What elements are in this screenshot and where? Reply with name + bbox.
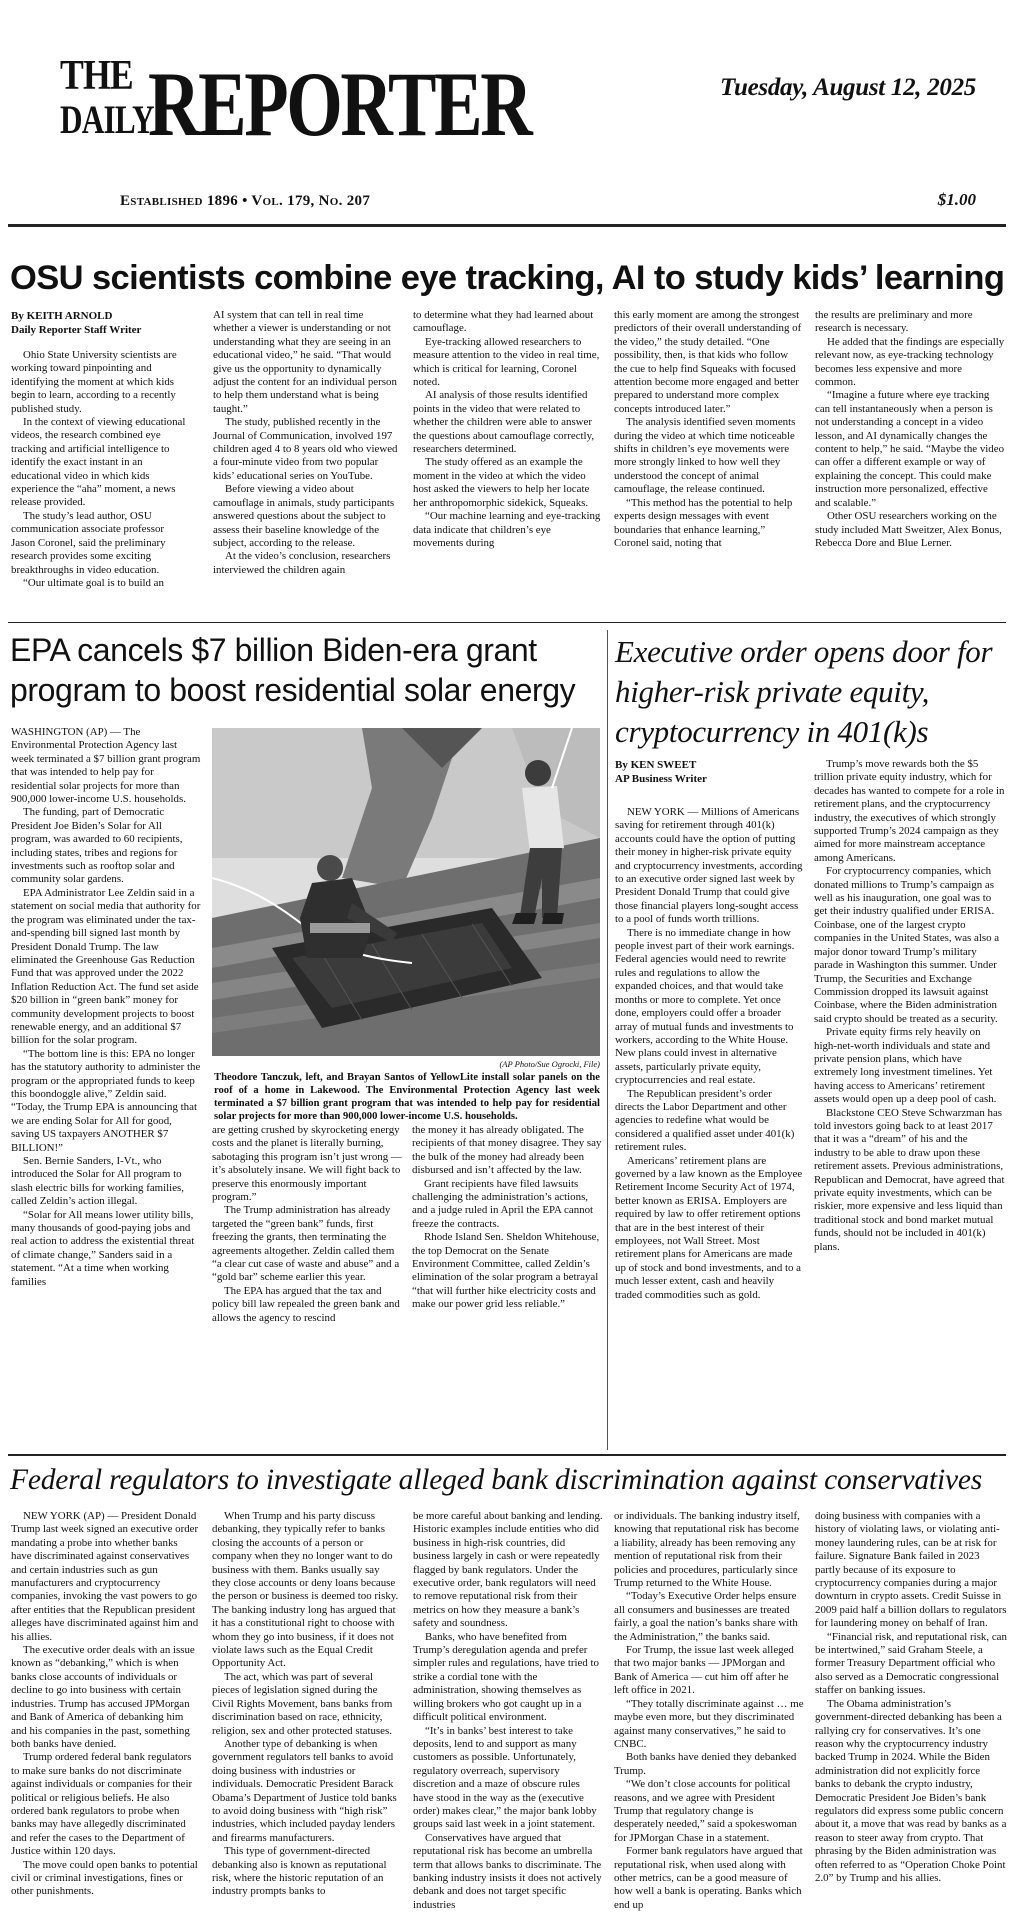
paragraph: There is no immediate change in how people invest part of their work earnings. Federal agencies would need to rewrite rules and regulations to allow the expanded choices, and that would take months or more to complete. Yet once done, employers could offer a broader array of mutual funds and investments to workers, according to the White House. New plans could invest in alternative assets, particularly private equity, cryptocurrencies and real estate. — [615, 926, 795, 1087]
story4-col1 — [11, 1510, 199, 1915]
paragraph: Other OSU researchers working on the study included Matt Sweitzer, Alex Bonus, Rebecca Dore and Blue Lerner. — [815, 510, 1002, 549]
paragraph: Rhode Island Sen. Sheldon Whitehouse, the top Democrat on the Senate Environment Committee, called Zeldin’s elimination of the solar program a betrayal “that will further hike electricity costs and make our power grid less reliable.” — [412, 1231, 600, 1311]
issue-date: Tuesday, August 12, 2025 — [719, 74, 976, 101]
paragraph: WASHINGTON (AP) — The Environmental Protection Agency last week terminated a $7 billion grant program that was intended to help pay for residential solar projects for more than 900,000 lower-income U.S. households. — [11, 726, 201, 806]
paragraph: Banks, who have benefited from Trump’s deregulation agenda and prefer simpler rules and regulations, have tried to strike a cordial tone with the administration, showing themselves as willing brokers who got caught up in a difficult political environment. — [413, 1630, 599, 1724]
paragraph: The act, which was part of several pieces of legislation signed during the Civil Rights Movement, bans banks from discrimination based on race, ethnicity, religion, sex and other protected statuses. — [212, 1670, 393, 1737]
paragraph: The Trump administration has already targeted the “green bank” funds, first freezing the grants, then terminating the agreements altogether. Zeldin called them “a clear cut case of waste and abuse” and a “gold bar” scheme earlier this year. — [212, 1204, 400, 1284]
story1-col3 — [413, 309, 601, 614]
masthead-daily: DAILY — [60, 97, 154, 142]
story4-col4 — [614, 1510, 804, 1915]
issue-price: $1.00 — [937, 190, 976, 209]
paragraph: Ohio State University scientists are working toward pinpointing and identifying the moment at which kids begin to learn, according to a recently published study. — [11, 349, 177, 415]
paragraph: For Trump, the issue last week alleged that two major banks — JPMorgan and Bank of America — cut him off after he left office in 2021. — [614, 1644, 794, 1697]
paragraph: Trump’s move rewards both the $5 trillion private equity industry, which for decades has wanted to compete for a role in retirement plans, and the cryptocurrency industry, the executives of which strongly supported Trump’s 2024 campaign as they aimed for more mainstream acceptance among Americans. — [814, 758, 1005, 864]
paragraph: the results are preliminary and more research is necessary. — [815, 309, 973, 335]
story1-byline-title: Daily Reporter Staff Writer — [11, 324, 142, 336]
paragraph: “We don’t close accounts for political reasons, and we agree with President Trump that regulatory change is desperately needed,” said a spokeswoman for JPMorgan Chase in a statement. — [614, 1778, 797, 1844]
paragraph: The executive order deals with an issue known as “debanking,” which is when banks close accounts of individuals or decline to go into business with certain industries. Trump has accused JPMorgan and Bank of America of debanking him and his companies in the past, something both banks have denied. — [11, 1644, 195, 1750]
paragraph: He added that the findings are especially relevant now, as eye-tracking technology becomes less expensive and more common. — [815, 335, 1005, 389]
paragraph: This type of government-directed debanking also is known as reputational risk, where the historic reputation of an industry prompts banks to — [212, 1845, 387, 1898]
paragraph: When Trump and his party discuss debanking, they typically refer to banks closing the accounts of a person or company when they no longer want to do business with them. Banks usually say they close accounts or deny loans because the person or business is deemed too risky. The banking industry long has argued that it has a constitutional right to choose with whom they go into business, if it does not violate laws such as the Equal Credit Opportunity Act. — [212, 1510, 399, 1670]
photo-caption: Theodore Tanczuk, left, and Brayan Santos of YellowLite install solar panels on the roof of a home in Lakewood. The Environmental Protection Agency last week terminated a $7 billion grant program that was intended to help pay for residential solar projects for more than 900,000 lower-income U.S. households. — [214, 1072, 600, 1122]
paragraph: NEW YORK (AP) — President Donald Trump last week signed an executive order mandating a probe into whether banks have discriminated against conservatives and certain industries such as gun manufacturers and cryptocurrency companies, invoking the vast powers to go after entities that the Republican president alleges have discriminated against him and his allies. — [11, 1510, 199, 1643]
paragraph: The move could open banks to potential civil or criminal investigations, fines or other punishments. — [11, 1858, 198, 1898]
paragraph: “Financial risk, and reputational risk, can be intertwined,” said Graham Steele, a former Treasury Department official who also served as a Democratic congressional staffer on banking issues. — [815, 1630, 1007, 1697]
story1-col4 — [614, 309, 802, 614]
paragraph: The Republican president’s order directs the Labor Department and other agencies to redefine what would be considered a qualified asset under 401(k) retirement rules. — [615, 1087, 795, 1154]
paragraph: Eye-tracking allowed researchers to measure attention to the video in real time, which is critical for learning, Coronel noted. — [413, 335, 600, 389]
paragraph: Grant recipients have filed lawsuits challenging the administration’s actions, and a judge ruled in April the EPA cannot freeze the contracts. — [412, 1177, 594, 1230]
paragraph: Sen. Bernie Sanders, I-Vt., who introduced the Solar for All program to slash electric bills for working families, called Zeldin’s action illegal. — [11, 1155, 184, 1208]
story2-col3 — [412, 1124, 602, 1450]
paragraph: Trump ordered federal bank regulators to make sure banks do not discriminate against individuals or companies for their political or religious beliefs. He also ordered bank regulators to probe when banks may have allegedly discriminated and refer the cases to the Department of Justice within 120 days. — [11, 1751, 193, 1858]
paragraph: Both banks have denied they debanked Trump. — [614, 1751, 797, 1777]
solar-installers-image — [212, 728, 600, 1056]
story2-headline: EPA cancels $7 billion Biden-era grant program to boost residential solar energy — [10, 632, 576, 708]
paragraph: At the video’s conclusion, researchers interviewed the children again — [213, 550, 391, 576]
paragraph: Former bank regulators have argued that reputational risk, when used along with other metrics, can be a good measure of how well a bank is operating. Banks which end up — [614, 1845, 803, 1911]
paragraph: AI system that can tell in real time whether a viewer is understanding or not understanding what they are seeing in an educational video,” he said. “That would give us the opportunity to dynamically adjust the content for an individual person to help them understand what is being taught.” — [213, 309, 397, 415]
masthead-reporter: REPORTER — [148, 53, 531, 155]
story4-col2 — [212, 1510, 400, 1915]
paragraph: “This method has the potential to help experts design messages with event boundaries that enhance learning,” Coronel said, noting that — [614, 496, 793, 549]
paragraph: “The bottom line is this: EPA no longer has the statutory authority to administer the program or the appropriated funds to keep this boondoggle alive,” Zeldin said. “Today, the Trump EPA is announcing that we are ending Solar for All for good, saving US taxpayers ANOTHER $7 BILLION!” — [11, 1047, 201, 1154]
paragraph: The Obama administration’s government-directed debanking has been a rallying cry for conservatives. It’s one reason why the cryptocurrency industry backed Trump in 2024. While the Biden administration did not explicitly force banks to debank the crypto industry, Democratic President Joe Biden’s bank regulators did express some public concern about it, a move that was read by banks as a reason to steer away from crypto. That phrasing by the Biden administration was often referred to as “Operation Choke Point 2.0” by Trump and his allies. — [815, 1697, 1007, 1884]
paragraph: The study, published recently in the Journal of Communication, involved 197 children aged 4 to 8 years old who viewed a four-minute video from two popular kids’ educational series on YouTube. — [213, 416, 398, 482]
story4-headline: Federal regulators to investigate alleged bank discrimination against conservatives — [10, 1464, 983, 1496]
story2-col1 — [11, 726, 201, 1450]
story1-col2 — [213, 309, 401, 614]
story2-col2 — [212, 1124, 402, 1450]
paragraph: “Our machine learning and eye-tracking data indicate that children’s eye movements during — [413, 510, 601, 549]
masthead-the: THE — [60, 53, 133, 99]
paragraph: The analysis identified seven moments during the video at which time noticeable shifts in children’s eye movements were more strongly linked to how well they understood the concept of animal camouflage, the release continued. — [614, 416, 796, 496]
story1-headline: OSU scientists combine eye tracking, AI to study kids’ learning — [10, 259, 1005, 297]
paragraph: to determine what they had learned about camouflage. — [413, 309, 594, 335]
story3-byline-title: AP Business Writer — [615, 773, 707, 785]
paragraph: The study offered as an example the moment in the video at which the video host asked the viewers to help her locate her anthropomorphic sidekick, Squeaks. — [413, 456, 590, 509]
paragraph: be more careful about banking and lending. Historic examples include entities who did business in high-risk countries, did business largely in cash or were repeatedly flagged by bank regulators. Under the executive order, bank regulators will need to remove reputational risk from their metrics on how they measure a bank’s safety and soundness. — [413, 1510, 603, 1630]
paragraph: “It’s in banks’ best interest to take deposits, lend to and support as many customers as possible. Unfortunately, regulatory overreach, supervisory discretion and a maze of obscure rules have stood in the way as the (executive order) makes clear,” the major bank lobby groups said last week in a joint statement. — [413, 1724, 597, 1831]
paragraph: “They totally discriminate against … me maybe even more, but they discriminated against many conservatives,” he said to CNBC. — [614, 1697, 804, 1750]
column-divider — [607, 630, 608, 1450]
paragraph: For cryptocurrency companies, which donated millions to Trump’s campaign as well as his inauguration, one goal was to get their industry qualified under ERISA. Coinbase, one of the largest crypto companies in the United States, was also a major donor toward Trump’s military parade in Washington this summer. Under Trump, the Securities and Exchange Commission dropped its lawsuit against Coinbase, where the Biden administration said crypto should be treated as a security. — [814, 865, 1000, 1025]
paragraph: “Today’s Executive Order helps ensure all consumers and businesses are treated fairly, a goal the nation’s banks share with the Administration,” the banks said. — [614, 1590, 798, 1643]
paragraph: are getting crushed by skyrocketing energy costs and the planet is literally burning, sabotaging this program isn’t just wrong — it’s absolutely insane. We will fight back to preserve this enormously important program.” — [212, 1124, 402, 1204]
paragraph: Another type of debanking is when government regulators tell banks to avoid doing business with industries or individuals. Democratic President Barack Obama’s Department of Justice told banks to avoid doing business with “high risk” industries, which included payday lenders and firearms manufacturers. — [212, 1737, 397, 1844]
paragraph: doing business with companies with a history of violating laws, or violating anti-money laundering rules, can be at risk for failure. Signature Bank failed in 2023 partly because of its exposure to cryptocurrency companies during a major downturn in crypto assets. Credit Suisse in 2009 paid half a billion dollars to regulators for laundering money on behalf of Iran. — [815, 1510, 1007, 1630]
paragraph: the money it has already obligated. The recipients of that money disagree. They say the bulk of the money had already been disbursed and isn’t affected by the law. — [412, 1124, 602, 1177]
paragraph: The funding, part of Democratic President Joe Biden’s Solar for All program, was awarded to 60 recipients, including states, tribes and regions for investments such as rooftop solar and community solar gardens. — [11, 806, 183, 886]
story1-byline-name: By KEITH ARNOLD — [11, 310, 113, 322]
paragraph: Conservatives have argued that reputational risk has become an umbrella term that allows banks to discriminate. The banking industry insists it does not actively debank and does not target specific industries — [413, 1831, 602, 1911]
paragraph: “Imagine a future where eye tracking can tell instantaneously when a person is not understanding a concept in a video lesson, and AI dynamically changes the content to help,” he said. “Maybe the video can offer a different example or way of explaining the concept. This could make instruction more personalized, effective and scalable.” — [815, 389, 1005, 509]
paragraph: or individuals. The banking industry itself, knowing that reputational risk has become a liability, already has been removing any mention of reputational risk from their policies and procedures, particularly since Trump returned to the White House. — [614, 1510, 800, 1590]
paragraph: Americans’ retirement plans are governed by a law known as the Employee Retirement Income Security Act of 1974, better known as ERISA. Employers are required by law to offer retirement options that are in the best interest of their employees, not Wall Street. Most retirement plans for Americans are made up of stock and bond investments, and to a much lesser extent, cash and heavily traded commodities such as gold. — [615, 1154, 803, 1301]
paragraph: Before viewing a video about camouflage in animals, study participants answered questions about the subject to assess their baseline knowledge of the subject, according to the release. — [213, 483, 395, 549]
paragraph: The EPA has argued that the tax and policy bill law repealed the green bank and allows the agency to rescind — [212, 1284, 400, 1324]
story1-col5 — [815, 309, 1005, 614]
masthead — [0, 0, 1014, 225]
masthead-rule — [8, 224, 1006, 227]
story3-headline: Executive order opens door for higher-risk private equity, cryptocurrency in 401(k)s — [615, 634, 993, 749]
established-line: Established 1896 • Vol. 179, No. 207 — [120, 193, 371, 209]
story4-col5 — [815, 1510, 1007, 1915]
photo-credit: (AP Photo/Sue Ogrocki, File) — [499, 1059, 600, 1069]
paragraph: “Our ultimate goal is to build an — [23, 576, 164, 589]
paragraph: In the context of viewing educational videos, the research combined eye tracking and artificial intelligence to identify the exact instant in an educational video in which kids experience the “aha” moment, a news release provided. — [11, 416, 186, 509]
story3-byline-name: By KEN SWEET — [615, 759, 697, 771]
story3-col2 — [814, 758, 1006, 1450]
story4-col3 — [413, 1510, 603, 1915]
story1-col1 — [11, 309, 187, 614]
story3-col1 — [615, 758, 803, 1450]
paragraph: this early moment are among the strongest predictors of their overall understanding of the video,” the study detailed. “One possibility, then, is that kids who follow the cue to help find Squeaks with focused attention become more engaged and better prepared to understand more complex concepts introduced later.” — [614, 309, 802, 415]
section-rule — [8, 1454, 1006, 1456]
paragraph: NEW YORK — Millions of Americans saving for retirement through 401(k) accounts could have the option of putting their money in higher-risk private equity and cryptocurrency investments, according to an executive order signed last week by President Donald Trump that could give those financial players long-sought access to a pool of funds worth trillions. — [615, 806, 803, 926]
paragraph: “Solar for All means lower utility bills, many thousands of good-paying jobs and real action to address the existential threat of climate change,” Sanders said in a statement. “At a time when working families — [11, 1208, 195, 1288]
paragraph: Blackstone CEO Steve Schwarzman has told investors going back to at least 2017 that it was a “dream” of his and the industry to be able to draw upon these retirement assets. Previous administrations, Republican and Democrat, have agreed that private equity investments, which can be riskier, more expensive and less liquid than traditional stock and bond market mutual funds, should not be included in 401(k) plans. — [814, 1106, 1005, 1253]
paragraph: Private equity firms rely heavily on high-net-worth individuals and state and private pension plans, which have extremely long investment timelines. Yet having access to Americans’ retirement assets would open up a deep pool of cash. — [814, 1026, 997, 1106]
solar-panel-photo — [212, 728, 600, 1056]
paragraph: EPA Administrator Lee Zeldin said in a statement on social media that authority for the program was eliminated under the tax-and-spending bill signed last month by President Donald Trump. The law eliminated the Greenhouse Gas Reduction Fund that was approved under the 2022 Inflation Reduction Act. The fund set aside $20 billion in “green bank” money for community development projects to boost renewable energy, and an additional $7 billion for the solar program. — [11, 886, 201, 1047]
story1-byline — [11, 309, 187, 337]
paragraph: The study’s lead author, OSU communication associate professor Jason Coronel, said the preliminary research provides some exciting breakthroughs in video education. — [11, 509, 166, 576]
section-rule — [8, 622, 1006, 623]
story3-byline — [615, 758, 803, 786]
paragraph: AI analysis of those results identified points in the video that were related to whether the children were able to answer the questions about camouflage correctly, researchers determined. — [413, 389, 595, 456]
